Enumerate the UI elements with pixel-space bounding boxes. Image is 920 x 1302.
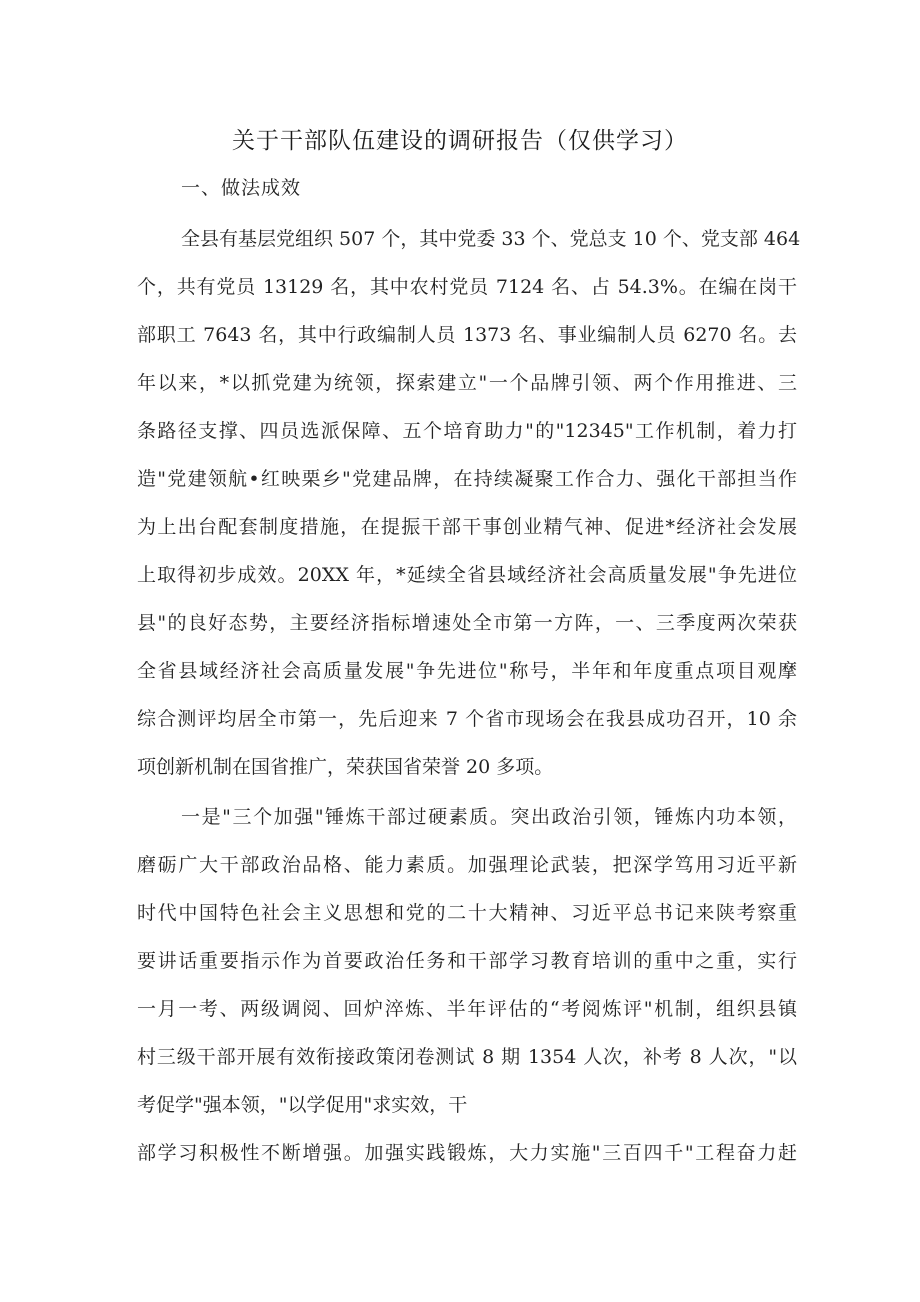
paragraph-line: 全县有基层党组织 507 个，其中党委 33 个、党总支 10 个、党支部 464: [181, 228, 801, 250]
paragraph-line: 为上出台配套制度措施，在提振干部干事创业精气神、促进*经济社会发展: [137, 516, 797, 538]
paragraph-line: 上取得初步成效。20XX 年，*延续全省县域经济社会高质量发展"争先进位: [137, 564, 797, 586]
paragraph-line: 县"的良好态势，主要经济指标增速处全市第一方阵，一、三季度两次荣获: [137, 612, 797, 634]
paragraph-line: 部学习积极性不断增强。加强实践锻炼，大力实施"三百四千"工程奋力赶: [137, 1142, 797, 1164]
paragraph-line: 考促学"强本领，"以学促用"求实效，干: [137, 1094, 468, 1116]
paragraph-line: 年以来，*以抓党建为统领，探索建立"一个品牌引领、两个作用推进、三: [137, 372, 797, 394]
paragraph-line: 条路径支撑、四员选派保障、五个培育助力"的"12345"工作机制，着力打: [137, 420, 797, 442]
paragraph-line: 全省县域经济社会高质量发展"争先进位"称号，半年和年度重点项目观摩: [137, 660, 797, 682]
paragraph-line: 磨砺广大干部政治品格、能力素质。加强理论武装，把深学笃用习近平新: [137, 854, 797, 876]
paragraph-line: 综合测评均居全市第一，先后迎来 7 个省市现场会在我县成功召开，10 余: [137, 708, 797, 730]
section-heading: 一、做法成效: [181, 177, 302, 199]
paragraph-line: 造"党建领航•红映栗乡"党建品牌，在持续凝聚工作合力、强化干部担当作: [137, 468, 797, 490]
paragraph-line: 项创新机制在国省推广，荣获国省荣誉 20 多项。: [137, 756, 554, 778]
paragraph-line: 个，共有党员 13129 名，其中农村党员 7124 名、占 54.3%。在编在岗干: [137, 276, 797, 298]
paragraph-line: 一月一考、两级调阅、回炉淬炼、半年评估的“考阅炼评"机制，组织县镇: [137, 998, 797, 1020]
paragraph-line: 要讲话重要指示作为首要政治任务和干部学习教育培训的重中之重，实行: [137, 950, 797, 972]
paragraph-line: 一是"三个加强"锤炼干部过硬素质。突出政治引领，锤炼内功本领，: [181, 806, 797, 828]
document-title: 关于干部队伍建设的调研报告（仅供学习）: [232, 128, 688, 154]
paragraph-line: 村三级干部开展有效衔接政策闭卷测试 8 期 1354 人次，补考 8 人次，"以: [137, 1046, 797, 1068]
paragraph-line: 部职工 7643 名，其中行政编制人员 1373 名、事业编制人员 6270 名。去: [137, 324, 797, 346]
paragraph-line: 时代中国特色社会主义思想和党的二十大精神、习近平总书记来陕考察重: [137, 902, 797, 924]
